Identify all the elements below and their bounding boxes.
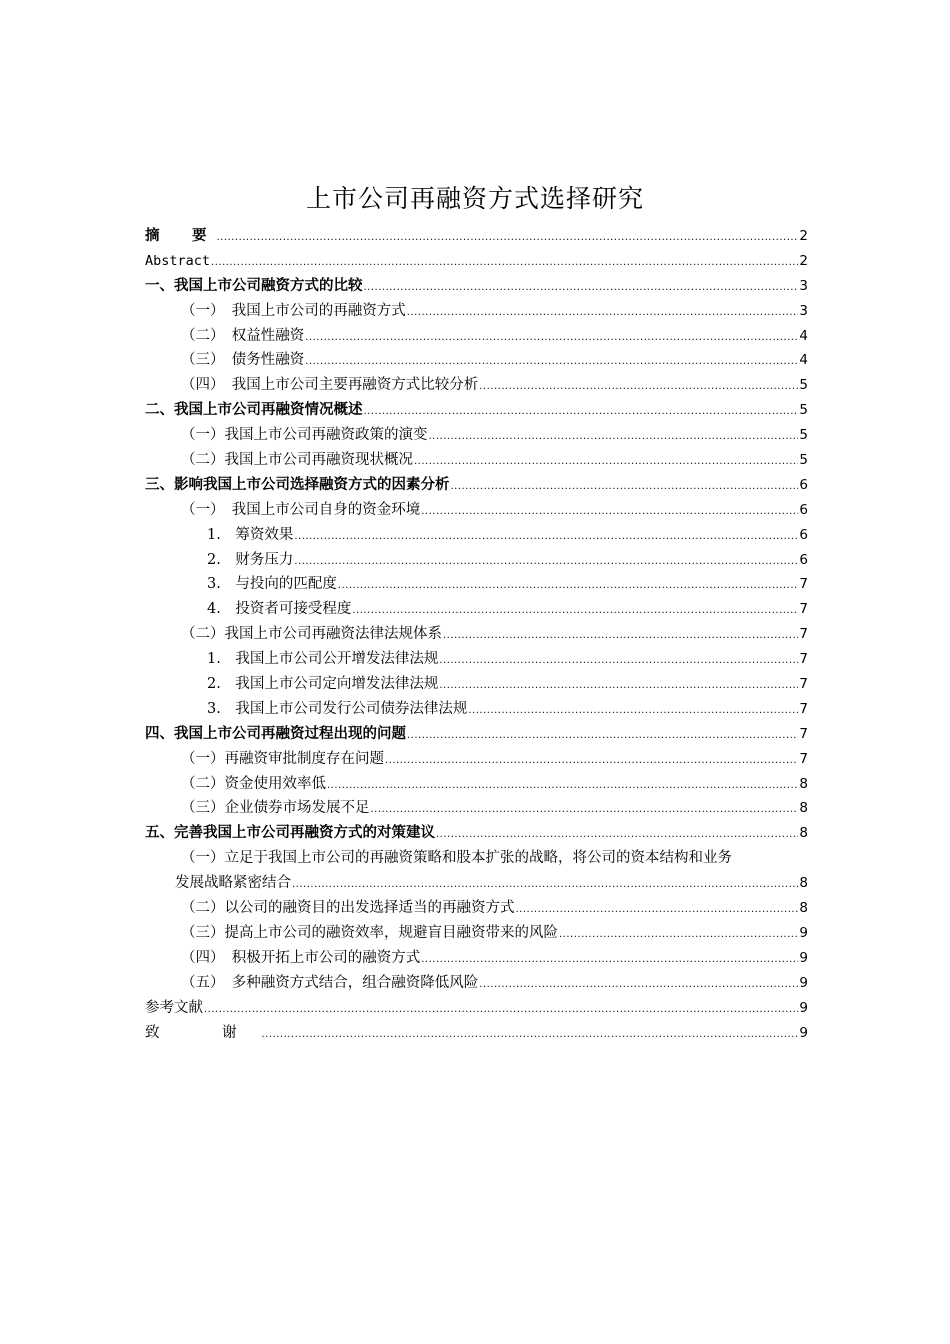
toc-leader-dots xyxy=(364,276,799,301)
toc-entry-section[interactable] xyxy=(145,448,808,473)
toc-page-number: 9 xyxy=(799,974,808,991)
toc-page-number: 3 xyxy=(799,302,808,319)
toc-page-number: 4 xyxy=(799,327,808,344)
toc-entry-text: （四） 我国上市公司主要再融资方式比较分析 xyxy=(181,377,479,394)
toc-entry-text: Abstract xyxy=(145,252,211,269)
toc-entry-section[interactable] xyxy=(145,921,808,946)
toc-leader-dots xyxy=(414,450,798,475)
toc-page-number: 3 xyxy=(799,277,808,294)
toc-entry-text: （二）我国上市公司再融资法律法规体系 xyxy=(181,626,442,643)
toc-entry-chapter-5[interactable] xyxy=(145,821,808,846)
toc-leader-dots xyxy=(211,251,798,276)
toc-page-number: 5 xyxy=(799,452,808,469)
toc-leader-dots xyxy=(407,724,798,749)
toc-leader-dots xyxy=(305,326,798,351)
toc-entry-text: 五、完善我国上市公司再融资方式的对策建议 xyxy=(145,824,435,842)
toc-entry-text: （一）再融资审批制度存在问题 xyxy=(181,750,384,767)
toc-entry-subsection[interactable] xyxy=(145,548,808,573)
toc-entry-references[interactable] xyxy=(145,996,808,1021)
toc-page-number: 2 xyxy=(799,252,808,269)
toc-entry-abstract-cn[interactable] xyxy=(145,224,808,249)
toc-page-number: 7 xyxy=(799,651,808,668)
toc-entry-section[interactable] xyxy=(145,896,808,921)
toc-entry-text: （一） 我国上市公司自身的资金环境 xyxy=(181,501,421,518)
toc-entry-text: 4. 投资者可接受程度 xyxy=(207,601,352,618)
toc-entry-text: （二）我国上市公司再融资现状概况 xyxy=(181,452,413,469)
toc-page-number: 6 xyxy=(799,501,808,518)
toc-entry-section[interactable] xyxy=(145,299,808,324)
toc-leader-dots xyxy=(338,574,799,599)
toc-leader-dots xyxy=(385,749,798,774)
toc-entry-text: （三） 债务性融资 xyxy=(181,352,305,369)
toc-leader-dots xyxy=(292,873,798,898)
toc-leader-dots xyxy=(407,301,799,326)
toc-entry-chapter-4[interactable] xyxy=(145,722,808,747)
toc-entry-text: 参考文献 xyxy=(145,999,203,1016)
toc-page-number: 6 xyxy=(799,526,808,543)
toc-entry-text: 二、我国上市公司再融资情况概述 xyxy=(145,401,363,419)
toc-entry-text: 致 谢 xyxy=(145,1024,261,1041)
toc-entry-text: 2. 财务压力 xyxy=(207,551,294,568)
toc-entry-text: （二） 权益性融资 xyxy=(181,327,305,344)
toc-page-number: 7 xyxy=(799,750,808,767)
toc-entry-text: 一、我国上市公司融资方式的比较 xyxy=(145,276,363,294)
toc-entry-subsection[interactable] xyxy=(145,647,808,672)
toc-leader-dots xyxy=(516,898,799,923)
toc-entry-text: （三）企业债券市场发展不足 xyxy=(181,800,370,817)
toc-entry-subsection[interactable] xyxy=(145,597,808,622)
toc-page-number: 7 xyxy=(799,601,808,618)
toc-leader-dots xyxy=(443,624,798,649)
toc-entry-text: （二）资金使用效率低 xyxy=(181,775,326,792)
toc-page-number: 4 xyxy=(799,352,808,369)
toc-leader-dots xyxy=(439,649,798,674)
toc-leader-dots xyxy=(371,798,799,823)
toc-leader-dots xyxy=(436,823,798,848)
toc-page-number: 7 xyxy=(799,700,808,717)
toc-page-number: 9 xyxy=(799,1024,808,1041)
toc-entry-text: 3. 与投向的匹配度 xyxy=(207,576,337,593)
toc-leader-dots xyxy=(429,425,799,450)
toc-page-number: 6 xyxy=(799,551,808,568)
toc-leader-dots xyxy=(294,525,798,550)
toc-leader-dots xyxy=(559,923,798,948)
toc-entry-section-wrapped[interactable] xyxy=(145,846,808,871)
toc-page-number: 5 xyxy=(799,377,808,394)
toc-page-number: 5 xyxy=(799,427,808,444)
toc-entry-text: 发展战略紧密结合 xyxy=(175,875,291,892)
toc-page-number: 9 xyxy=(799,999,808,1016)
toc-entry-section[interactable] xyxy=(145,423,808,448)
toc-page-number: 7 xyxy=(799,626,808,643)
toc-leader-dots xyxy=(421,500,798,525)
toc-leader-dots xyxy=(479,375,798,400)
toc-entry-text: （五） 多种融资方式结合，组合融资降低风险 xyxy=(181,974,479,991)
toc-entry-subsection[interactable] xyxy=(145,697,808,722)
toc-leader-dots xyxy=(352,599,798,624)
toc-entry-text: （二）以公司的融资目的出发选择适当的再融资方式 xyxy=(181,900,515,917)
toc-entry-section[interactable] xyxy=(145,772,808,797)
toc-entry-abstract-en[interactable] xyxy=(145,249,808,274)
toc-leader-dots xyxy=(217,226,799,251)
toc-entry-section[interactable] xyxy=(145,373,808,398)
toc-page-number: 8 xyxy=(799,900,808,917)
toc-page-number: 8 xyxy=(799,800,808,817)
toc-leader-dots xyxy=(305,350,798,375)
toc-page-number: 2 xyxy=(799,228,808,244)
toc-entry-section-continuation[interactable] xyxy=(145,871,808,896)
toc-page-number: 7 xyxy=(799,676,808,693)
toc-entry-text: 摘 要 xyxy=(145,227,216,244)
toc-entry-text: 三、影响我国上市公司选择融资方式的因素分析 xyxy=(145,475,450,493)
toc-page-number: 8 xyxy=(799,825,808,842)
toc-leader-dots xyxy=(364,400,799,425)
toc-entry-text: （一）立足于我国上市公司的再融资策略和股本扩张的战略，将公司的资本结构和业务 xyxy=(181,850,732,867)
toc-entry-text: （一） 我国上市公司的再融资方式 xyxy=(181,302,406,319)
toc-leader-dots xyxy=(204,998,798,1023)
toc-page-number: 7 xyxy=(799,725,808,742)
toc-entry-subsection[interactable] xyxy=(145,572,808,597)
toc-entry-acknowledgements[interactable] xyxy=(145,1021,808,1046)
toc-entry-section[interactable] xyxy=(145,622,808,647)
toc-leader-dots xyxy=(479,973,798,998)
toc-page-number: 9 xyxy=(799,924,808,941)
toc-leader-dots xyxy=(439,674,798,699)
toc-entry-subsection[interactable] xyxy=(145,672,808,697)
toc-entry-section[interactable] xyxy=(145,747,808,772)
toc-entry-section[interactable] xyxy=(145,796,808,821)
toc-entry-text: 2. 我国上市公司定向增发法律法规 xyxy=(207,676,439,693)
toc-entry-chapter-1[interactable] xyxy=(145,274,808,299)
toc-page-number: 6 xyxy=(799,476,808,493)
toc-entry-section[interactable] xyxy=(145,348,808,373)
document-title: 上市公司再融资方式选择研究 xyxy=(305,184,644,213)
toc-entry-text: （三）提高上市公司的融资效率，规避盲目融资带来的风险 xyxy=(181,924,558,941)
toc-entry-text: 四、我国上市公司再融资过程出现的问题 xyxy=(145,724,406,742)
toc-leader-dots xyxy=(421,948,798,973)
toc-entry-section[interactable] xyxy=(145,946,808,971)
toc-entry-section[interactable] xyxy=(145,971,808,996)
toc-entry-text: （一）我国上市公司再融资政策的演变 xyxy=(181,427,428,444)
toc-leader-dots xyxy=(451,475,799,500)
toc-entry-text: 1. 我国上市公司公开增发法律法规 xyxy=(207,651,439,668)
toc-leader-dots xyxy=(468,699,798,724)
toc-leader-dots xyxy=(262,1023,799,1048)
toc-page-number: 8 xyxy=(799,875,808,892)
toc-entry-subsection[interactable] xyxy=(145,523,808,548)
toc-entry-chapter-2[interactable] xyxy=(145,398,808,423)
toc-page-number: 9 xyxy=(799,949,808,966)
toc-entry-section[interactable] xyxy=(145,324,808,349)
toc-leader-dots xyxy=(294,550,798,575)
toc-page-number: 7 xyxy=(799,576,808,593)
toc-entry-text: 1. 筹资效果 xyxy=(207,526,294,543)
toc-leader-dots xyxy=(327,774,798,799)
toc-entry-section[interactable] xyxy=(145,498,808,523)
toc-page-number: 5 xyxy=(799,402,808,419)
toc-entry-text: 3. 我国上市公司发行公司债券法律法规 xyxy=(207,700,468,717)
table-of-contents xyxy=(145,224,808,1045)
toc-page-number: 8 xyxy=(799,775,808,792)
toc-entry-chapter-3[interactable] xyxy=(145,473,808,498)
toc-entry-text: （四） 积极开拓上市公司的融资方式 xyxy=(181,949,421,966)
